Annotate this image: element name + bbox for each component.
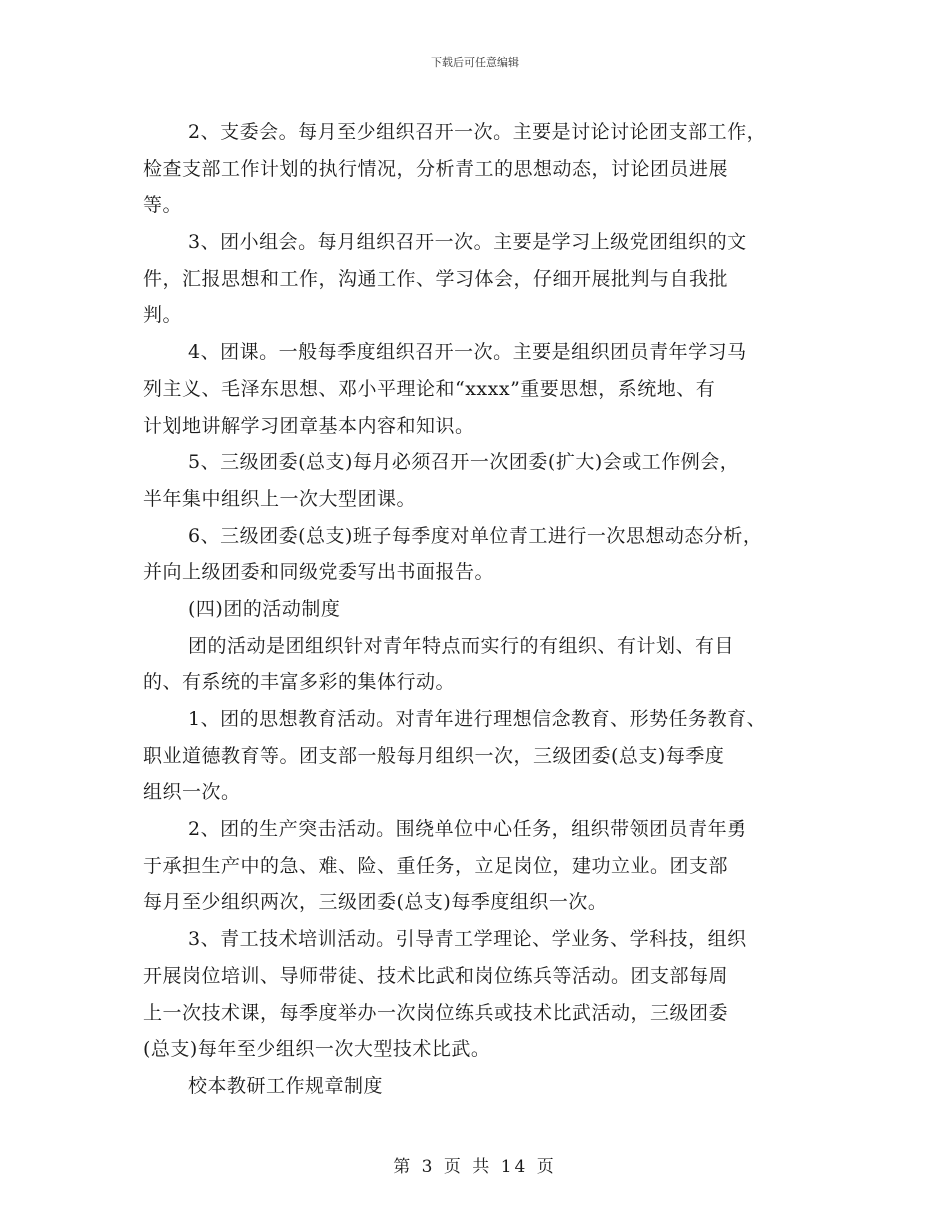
text-line: 的、有系统的丰富多彩的集体行动。 <box>143 671 456 694</box>
document-body <box>143 114 823 1105</box>
text-line: 列主义、毛泽东思想、邓小平理论和“xxxx”重要思想，系统地、有 <box>143 377 716 400</box>
text-line: 于承担生产中的急、难、险、重任务，立足岗位，建功立业。团支部 <box>143 854 729 877</box>
text-line: 半年集中组织上一次大型团课。 <box>143 487 417 510</box>
text-line: 2、团的生产突击活动。围绕单位中心任务，组织带领团员青年勇 <box>188 818 747 841</box>
text-line: 3、团小组会。每月组织召开一次。主要是学习上级党团组织的文 <box>188 231 747 254</box>
text-line: 团的活动是团组织针对青年特点而实行的有组织、有计划、有目 <box>188 634 735 657</box>
text-line: 上一次技术课，每季度举办一次岗位练兵或技术比武活动，三级团委 <box>143 1001 729 1024</box>
text-line: 组织一次。 <box>143 781 241 804</box>
text-line: 等。 <box>143 194 183 217</box>
text-line: 3、青工技术培训活动。引导青工学理论、学业务、学科技，组织 <box>188 928 747 951</box>
text-line: 职业道德教育等。团支部一般每月组织一次，三级团委(总支)每季度 <box>143 744 725 767</box>
text-line: (四)团的活动制度 <box>188 597 341 620</box>
text-line: 4、团课。一般每季度组织召开一次。主要是组织团员青年学习马 <box>188 341 747 364</box>
text-line: 并向上级团委和同级党委写出书面报告。 <box>143 561 495 584</box>
text-line: 开展岗位培训、导师带徒、技术比武和岗位练兵等活动。团支部每周 <box>143 964 729 987</box>
page-header: 下载后可任意编辑 <box>431 56 519 69</box>
text-line: 6、三级团委(总支)班子每季度对单位青工进行一次思想动态分析， <box>188 524 763 547</box>
text-line: 校本教研工作规章制度 <box>188 1074 384 1097</box>
text-line: (总支)每年至少组织一次大型技术比武。 <box>143 1038 491 1061</box>
text-line: 计划地讲解学习团章基本内容和知识。 <box>143 414 475 437</box>
text-line: 2、支委会。每月至少组织召开一次。主要是讨论讨论团支部工作， <box>188 121 767 143</box>
text-line: 判。 <box>143 304 183 327</box>
text-line: 检查支部工作计划的执行情况，分析青工的思想动态，讨论团员进展 <box>143 157 729 180</box>
page-footer: 第 3 页 共 14 页 <box>393 1157 557 1177</box>
text-line: 1、团的思想教育活动。对青年进行理想信念教育、形势任务教育、 <box>188 708 767 730</box>
text-line: 5、三级团委(总支)每月必须召开一次团委(扩大)会或工作例会， <box>188 451 740 474</box>
text-line: 件，汇报思想和工作，沟通工作、学习体会，仔细开展批判与自我批 <box>143 267 729 290</box>
text-line: 每月至少组织两次，三级团委(总支)每季度组织一次。 <box>143 891 608 914</box>
